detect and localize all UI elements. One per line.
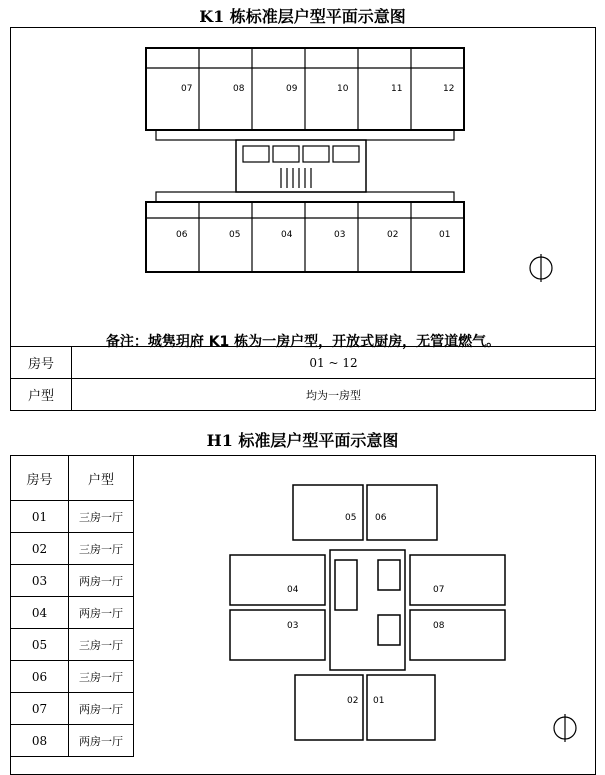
k1-unit-06: 06: [176, 230, 188, 240]
h1-row-type: 两房一厅: [68, 596, 134, 629]
h1-plan-unit-05: 05: [345, 513, 357, 523]
k1-unit-09: 09: [286, 84, 298, 94]
h1-plan-unit-08: 08: [433, 621, 445, 631]
h1-row-type: 三房一厅: [68, 660, 134, 693]
k1-room-label: 房号: [10, 346, 72, 379]
k1-unit-11: 11: [391, 84, 403, 94]
h1-plan-unit-06: 06: [375, 513, 387, 523]
k1-unit-02: 02: [387, 230, 399, 240]
h1-row-type: 两房一厅: [68, 564, 134, 597]
k1-note: 备注：城隽玥府 K1 栋为一房户型，开放式厨房，无管道燃气。: [105, 334, 501, 350]
h1-floor-plan: [135, 460, 595, 765]
h1-row-room: 04: [10, 596, 69, 629]
k1-unit-05: 05: [229, 230, 241, 240]
k1-room-value: 01 ~ 12: [71, 346, 596, 379]
h1-plan-unit-01: 01: [373, 696, 385, 706]
k1-floor-plan: [11, 28, 595, 346]
h1-plan-unit-03: 03: [287, 621, 299, 631]
h1-row-room: 06: [10, 660, 69, 693]
h1-row-room: 05: [10, 628, 69, 661]
h1-header-room: 房号: [10, 455, 69, 501]
k1-unit-01: 01: [439, 230, 451, 240]
h1-row-type: 三房一厅: [68, 628, 134, 661]
h1-plan-unit-07: 07: [433, 585, 445, 595]
h1-row-room: 02: [10, 532, 69, 565]
h1-row-room: 03: [10, 564, 69, 597]
k1-unit-07: 07: [181, 84, 193, 94]
h1-header-type: 户型: [68, 455, 134, 501]
k1-plan-frame: [10, 27, 596, 350]
h1-plan-unit-02: 02: [347, 696, 359, 706]
k1-unit-04: 04: [281, 230, 293, 240]
h1-row-room: 08: [10, 724, 69, 757]
k1-unit-08: 08: [233, 84, 245, 94]
h1-row-type: 两房一厅: [68, 724, 134, 757]
h1-row-type: 三房一厅: [68, 500, 134, 533]
k1-type-label: 户型: [10, 378, 72, 411]
k1-unit-03: 03: [334, 230, 346, 240]
k1-unit-10: 10: [337, 84, 349, 94]
h1-plan-unit-04: 04: [287, 585, 299, 595]
h1-row-type: 两房一厅: [68, 692, 134, 725]
h1-row-room: 07: [10, 692, 69, 725]
k1-unit-12: 12: [443, 84, 455, 94]
k1-type-value: 均为一房型: [71, 378, 596, 411]
h1-title: H1 标准层户型平面示意图: [206, 431, 399, 450]
h1-row-type: 三房一厅: [68, 532, 134, 565]
k1-title: K1 栋标准层户型平面示意图: [199, 7, 406, 26]
h1-row-room: 01: [10, 500, 69, 533]
